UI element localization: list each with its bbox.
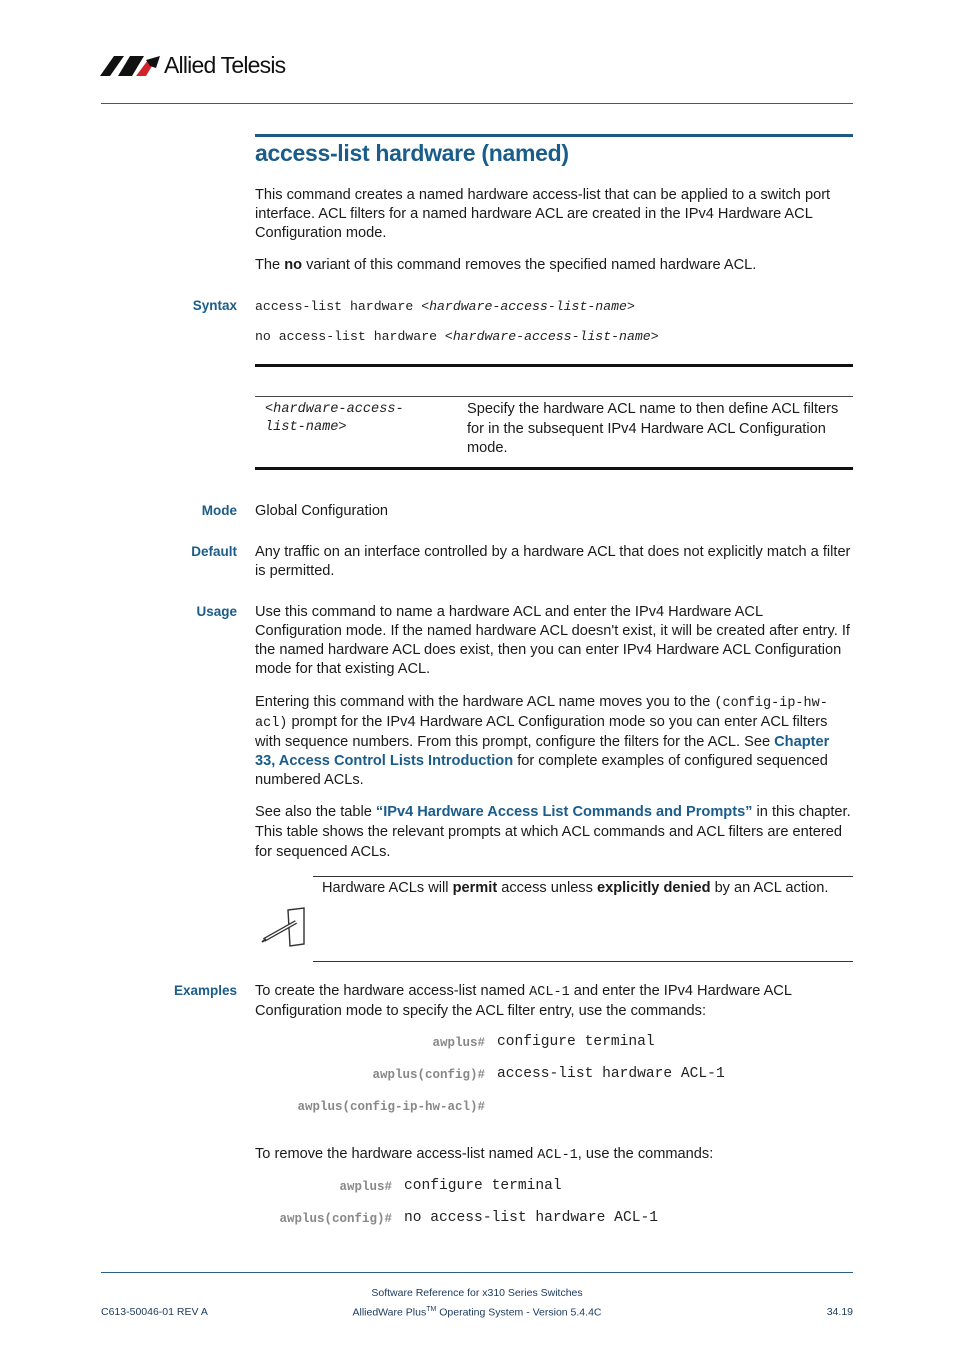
note-top-rule [313,876,853,877]
example-1-prompt-1: awplus# [432,1036,485,1050]
usage-paragraph-2: Entering this command with the hardware ACL name moves you to the (config-ip-hw-acl) prompt for the IPv4 Hardware ACL Configuration mode so you can enter ACL filters with sequence numbers. From this prompt, configure the filters for the ACL. See Chapter 33, Access Control Lists Introduction for complete examples of configured sequenced numbered ACLs. [255,694,830,788]
ipv4-table-link[interactable]: “IPv4 Hardware Access List Commands and Prompts” [375,804,753,820]
example-1-prompt-2: awplus(config)# [372,1068,485,1082]
syntax-line-2: no access-list hardware <hardware-access-list-name> [255,329,659,344]
syntax-line-1: access-list hardware <hardware-access-list-name> [255,299,635,314]
example-2-command-1: configure terminal [404,1178,562,1194]
examples-paragraph-2: To remove the hardware access-list named ACL-1, use the commands: [255,1146,714,1163]
header-rule [101,103,853,104]
table-header-rule [255,396,853,397]
examples-paragraph-1: To create the hardware access-list named ACL-1 and enter the IPv4 Hardware ACL Configuration mode to specify the ACL filter entry, use the commands: [255,983,792,1019]
intro-paragraph: This command creates a named hardware access-list that can be applied to a switch port interface. ACL filters for a named hardware ACL are created in the IPv4 Hardware ACL Configuration mode. [255,187,831,241]
table-bottom-rule [255,467,853,470]
title-rule [255,134,853,137]
footer-rule [101,1272,853,1273]
page-title: access-list hardware (named) [255,140,569,166]
allied-telesis-logo [100,52,300,80]
example-2-prompt-2: awplus(config)# [279,1212,392,1226]
footer-page-number: 34.19 [826,1306,853,1318]
syntax-label: Syntax [192,298,237,313]
note-text: Hardware ACLs will permit access unless explicitly denied by an ACL action. [322,880,829,896]
default-text: Any traffic on an interface controlled by a hardware ACL that does not explicitly match a filter is permitted. [255,544,851,579]
usage-paragraph-1: Use this command to name a hardware ACL and enter the IPv4 Hardware ACL Configuration mode. If the named hardware ACL doesn't exist, it will be created after entry. If the named hardware ACL does exist, then you can enter IPv4 Hardware ACL Configuration mode for that existing ACL. [255,604,850,677]
examples-label: Examples [173,983,237,998]
usage-label: Usage [196,604,237,619]
logo-text: Allied Telesis [164,52,286,78]
example-1-command-2: access-list hardware ACL-1 [497,1066,725,1082]
note-pen-icon [260,906,308,948]
mode-label: Mode [201,503,237,518]
example-1-prompt-3: awplus(config-ip-hw-acl)# [297,1100,485,1114]
footer-doc-id: C613-50046-01 REV A [101,1306,208,1318]
footer-title: Software Reference for x310 Series Switches [371,1287,583,1299]
example-2-command-2: no access-list hardware ACL-1 [404,1210,658,1226]
param-name: <hardware-access- list-name> [265,402,404,435]
usage-paragraph-3: See also the table “IPv4 Hardware Access List Commands and Prompts” in this chapter. This table shows the relevant prompts at which ACL commands and ACL filters are entered for sequenced ACLs. [255,804,851,860]
table-top-rule [255,364,853,367]
no-variant-paragraph: The no variant of this command removes the specified named hardware ACL. [255,257,757,273]
mode-text: Global Configuration [255,503,389,519]
note-bottom-rule [313,961,853,962]
logo-mark-icon [100,54,162,78]
example-1-command-1: configure terminal [497,1034,655,1050]
footer-os-version: AlliedWare Plus™ Operating System - Version 5.4.4C [352,1306,602,1319]
default-label: Default [191,544,237,559]
example-2-prompt-1: awplus# [339,1180,392,1194]
param-description: Specify the hardware ACL name to then define ACL filters for in the subsequent IPv4 Hardware ACL Configuration mode. [467,401,839,456]
chapter-33-link[interactable]: Chapter 33, Access Control Lists Introduction [255,734,830,769]
